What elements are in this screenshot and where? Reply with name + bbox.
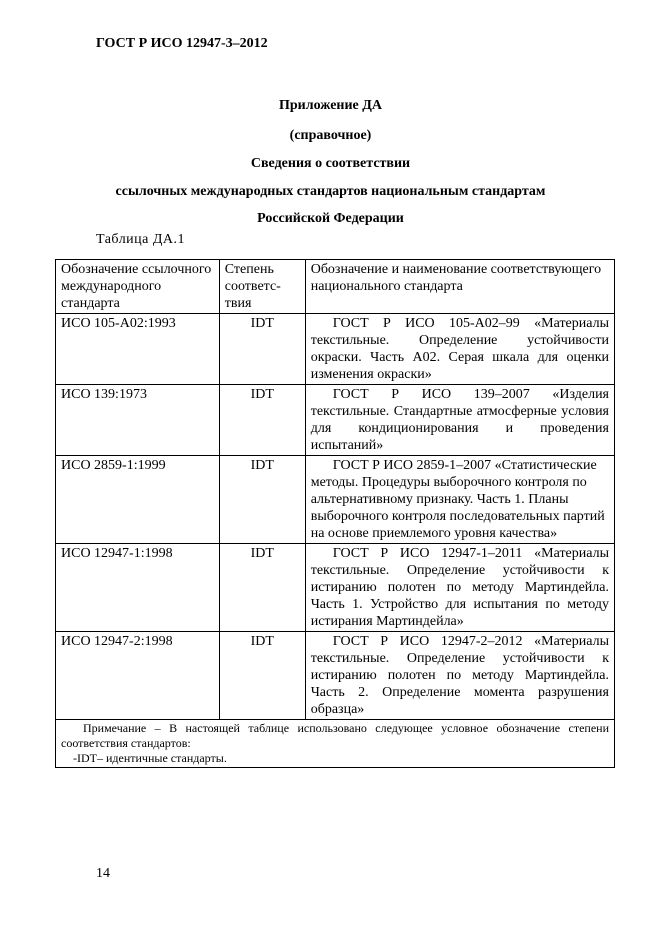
appendix-heading-line-1: Сведения о соответствии (250, 156, 411, 171)
appendix-title: Приложение ДА (278, 98, 383, 113)
reference-standard-cell: ИСО 2859-1:1999 (56, 456, 220, 544)
national-standard-cell: ГОСТ Р ИСО 12947-1–2011 «Материалы текстильные. Определение устойчивости к истиранию полотен по методу Мартиндейла. Часть 1. Устройство для испытания по методу истирания Мартиндейла» (305, 544, 614, 632)
appendix-type: (справочное) (289, 128, 372, 143)
column-header-national: Обозначение и наименование соответствующего национального стандарта (305, 260, 614, 314)
correspondence-table (55, 259, 615, 768)
reference-standard-cell: ИСО 12947-1:1998 (56, 544, 220, 632)
reference-standard-cell: ИСО 105-А02:1993 (56, 314, 220, 385)
national-standard-cell: ГОСТ Р ИСО 139–2007 «Изделия текстильные. Стандартные атмосферные условия для кондиционирования и проведения испытаний» (305, 385, 614, 456)
page-number: 14 (96, 866, 110, 881)
degree-cell: IDT (219, 632, 305, 720)
national-standard-cell: ГОСТ Р ИСО 12947-2–2012 «Материалы текстильные. Определение устойчивости к истиранию полотен по методу Мартиндейла. Часть 2. Определение момента разрушения образца» (305, 632, 614, 720)
document-header: ГОСТ Р ИСО 12947-3–2012 (96, 36, 268, 51)
degree-cell: IDT (219, 385, 305, 456)
table-row (56, 314, 615, 385)
column-header-degree: Степень соответс-твия (219, 260, 305, 314)
column-header-reference: Обозначение ссылочного международного стандарта (56, 260, 220, 314)
degree-cell: IDT (219, 544, 305, 632)
appendix-heading-line-2: ссылочных международных стандартов национальным стандартам (115, 184, 546, 199)
reference-standard-cell: ИСО 12947-2:1998 (56, 632, 220, 720)
appendix-heading-line-3: Российской Федерации (257, 211, 404, 226)
table-header-row (56, 260, 615, 314)
table-note-row (56, 720, 615, 768)
table-note-line: -IDT– идентичные стандарты. (73, 751, 227, 765)
degree-cell: IDT (219, 456, 305, 544)
table-row (56, 385, 615, 456)
national-standard-cell: ГОСТ Р ИСО 105-А02–99 «Материалы текстильные. Определение устойчивости окраски. Часть А02. Серая шкала для оценки изменения окраски» (305, 314, 614, 385)
table-note-line: Примечание – В настоящей таблице использовано следующее условное обозначение степени соответствия стандартов: (61, 721, 609, 750)
national-standard-cell: ГОСТ Р ИСО 2859-1–2007 «Статистические методы. Процедуры выборочного контроля по альтернативному признаку. Часть 1. Планы выборочного контроля последовательных партий на основе приемлемого уровня качества» (305, 456, 614, 544)
table-row (56, 544, 615, 632)
table-row (56, 456, 615, 544)
table-note (56, 720, 615, 768)
reference-standard-cell: ИСО 139:1973 (56, 385, 220, 456)
degree-cell: IDT (219, 314, 305, 385)
table-row (56, 632, 615, 720)
table-caption: Таблица ДА.1 (96, 232, 186, 247)
